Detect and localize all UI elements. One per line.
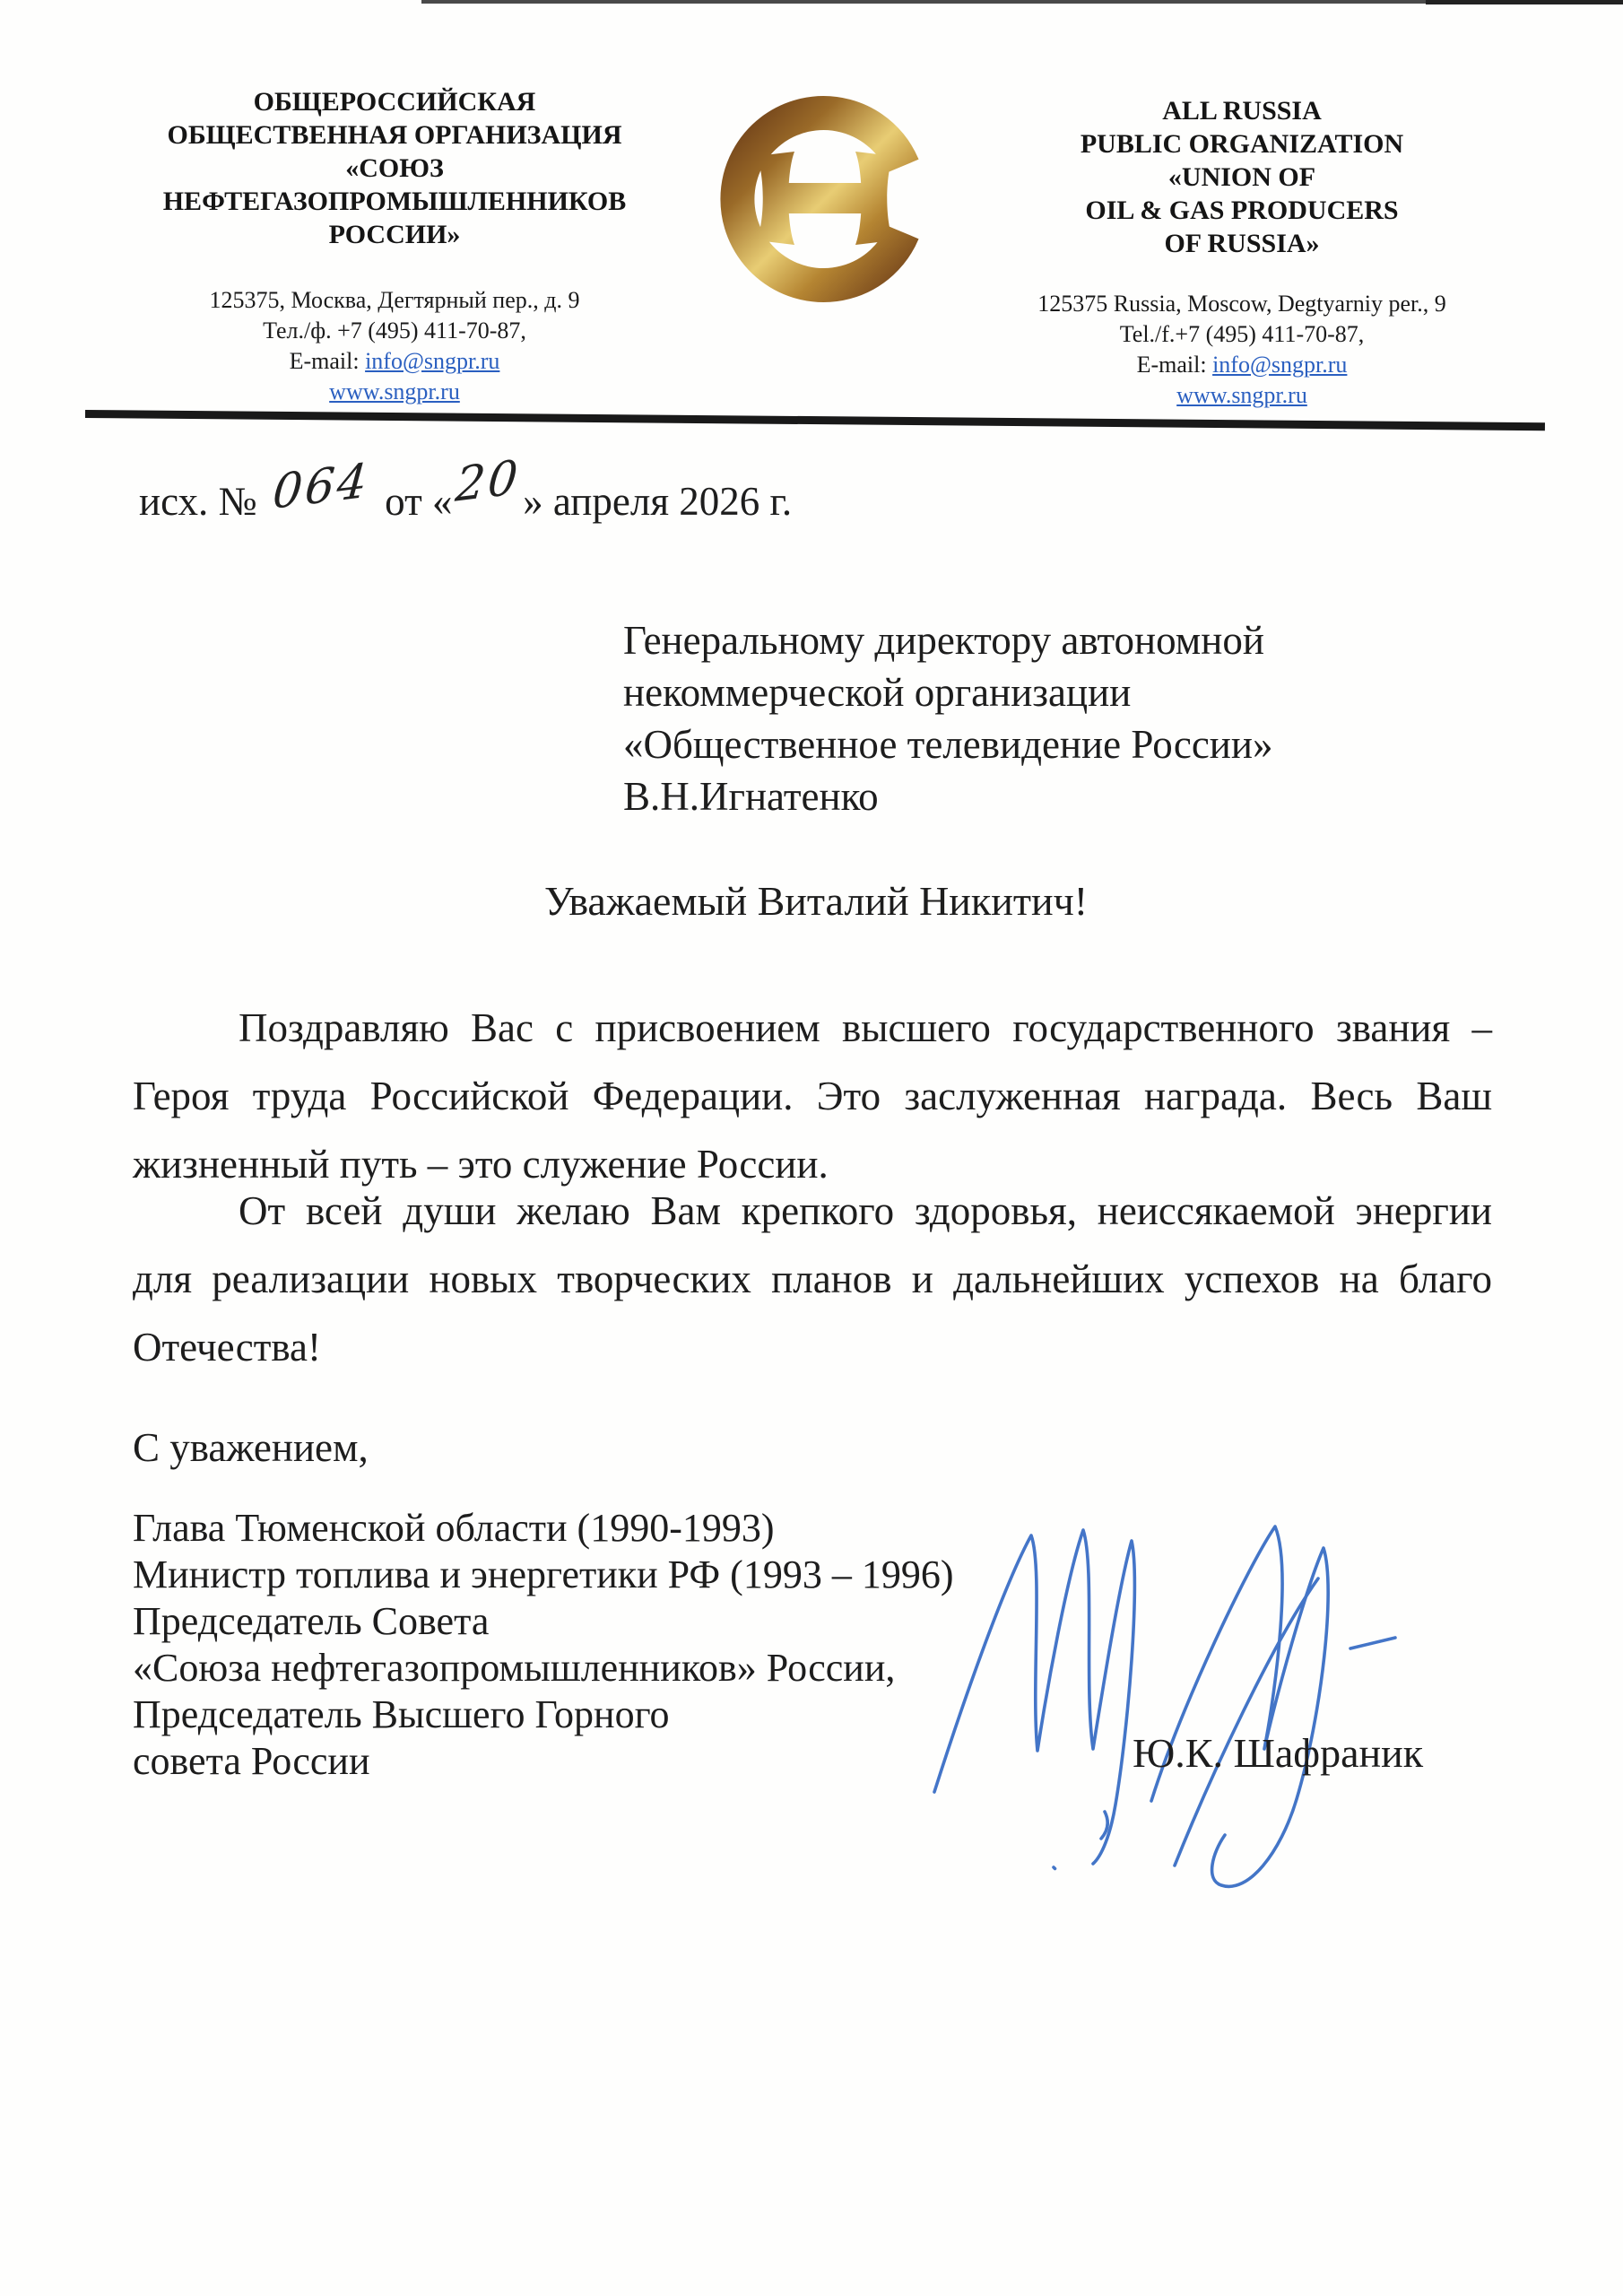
org-name-ru-line: «СОЮЗ [345, 153, 444, 183]
salutation: Уважаемый Виталий Никитич! [543, 878, 1089, 924]
addressee-name: В.Н.Игнатенко [623, 774, 879, 819]
reference-line [139, 450, 793, 526]
closing-phrase: С уважением, [133, 1425, 369, 1470]
org-name-ru-line: РОССИИ» [328, 220, 461, 249]
ref-prefix: исх. № [139, 479, 257, 524]
email-link[interactable]: info@sngpr.ru [365, 348, 500, 374]
org-name-en-line: OF RUSSIA» [1164, 229, 1320, 258]
addressee-block [623, 614, 1272, 822]
org-name-en [968, 94, 1515, 260]
ref-mid: от « [385, 479, 453, 524]
body-line: Поздравляю Вас с присвоением высшего государственного звания – [239, 1005, 1492, 1050]
address-line: 125375, Москва, Дегтярный пер., д. 9 [209, 287, 580, 313]
addressee-line: некоммерческой организации [623, 670, 1132, 715]
logo-h-crossbar [785, 183, 864, 213]
address-line: 125375 Russia, Moscow, Degtyarniy per., 9 [1037, 291, 1446, 317]
org-name-ru-line: НЕФТЕГАЗОПРОМЫШЛЕННИКОВ [162, 187, 627, 216]
org-name-en-line: OIL & GAS PRODUCERS [1085, 196, 1399, 225]
phone-line: Тел./ф. +7 (495) 411-70-87, [263, 317, 526, 344]
signature-ink-icon [897, 1480, 1471, 1901]
signer-title-line: Министр топлива и энергетики РФ (1993 – 1996) [133, 1552, 954, 1596]
phone-line: Tel./f.+7 (495) 411-70-87, [1119, 321, 1365, 347]
body-line: Героя труда Российской Федерации. Это заслуженная награда. Весь Ваш [133, 1074, 1492, 1118]
org-address-en [968, 289, 1515, 411]
website-link[interactable]: www.sngpr.ru [1176, 382, 1307, 408]
org-name-ru [108, 85, 681, 251]
email-line [108, 346, 681, 377]
ref-suffix: » апреля 2026 г. [523, 479, 793, 524]
body-line: жизненный путь – это служение России. [133, 1142, 829, 1187]
signer-title-line: Председатель Высшего Горного [133, 1692, 670, 1736]
email-line [968, 350, 1515, 380]
email-link[interactable]: info@sngpr.ru [1212, 352, 1348, 378]
signer-title-line: Председатель Совета [133, 1599, 490, 1643]
signer-title-line: Глава Тюменской области (1990-1993) [133, 1506, 775, 1550]
ref-day-handwritten: 20 [453, 450, 523, 513]
ref-number-handwritten: 064 [270, 453, 372, 521]
addressee-line: «Общественное телевидение России» [623, 722, 1273, 767]
letterhead-divider [85, 410, 1545, 430]
body-line: Отечества! [133, 1325, 321, 1370]
scan-artifact-top-right [1426, 0, 1623, 4]
signer-title-line: совета России [133, 1739, 370, 1783]
org-name-ru-line: ОБЩЕСТВЕННАЯ ОРГАНИЗАЦИЯ [167, 120, 622, 150]
body-paragraph-1 [133, 994, 1492, 1198]
addressee-line: Генеральному директору автономной [623, 618, 1264, 663]
union-logo [716, 90, 934, 309]
body-paragraph-2 [133, 1177, 1492, 1381]
union-logo-emblem-icon [716, 90, 934, 309]
signer-name: Ю.К. Шафраник [1133, 1730, 1424, 1776]
signer-title-line: «Союза нефтегазопромышленников» России, [133, 1646, 896, 1690]
org-address-ru [108, 285, 681, 407]
org-name-en-line: «UNION OF [1167, 162, 1316, 192]
website-link[interactable]: www.sngpr.ru [329, 378, 460, 404]
body-line: для реализации новых творческих планов и дальнейших успехов на благо [133, 1257, 1492, 1301]
signature [897, 1480, 1471, 1901]
org-name-en-line: ALL RUSSIA [1162, 96, 1322, 126]
body-line: От всей души желаю Вам крепкого здоровья, неиссякаемой энергии [239, 1188, 1492, 1233]
org-name-en-line: PUBLIC ORGANIZATION [1080, 129, 1404, 159]
email-label: E-mail: [1136, 352, 1213, 378]
email-label: E-mail: [289, 348, 366, 374]
org-name-ru-line: ОБЩЕРОССИЙСКАЯ [253, 87, 536, 117]
signer-titles [133, 1505, 953, 1785]
